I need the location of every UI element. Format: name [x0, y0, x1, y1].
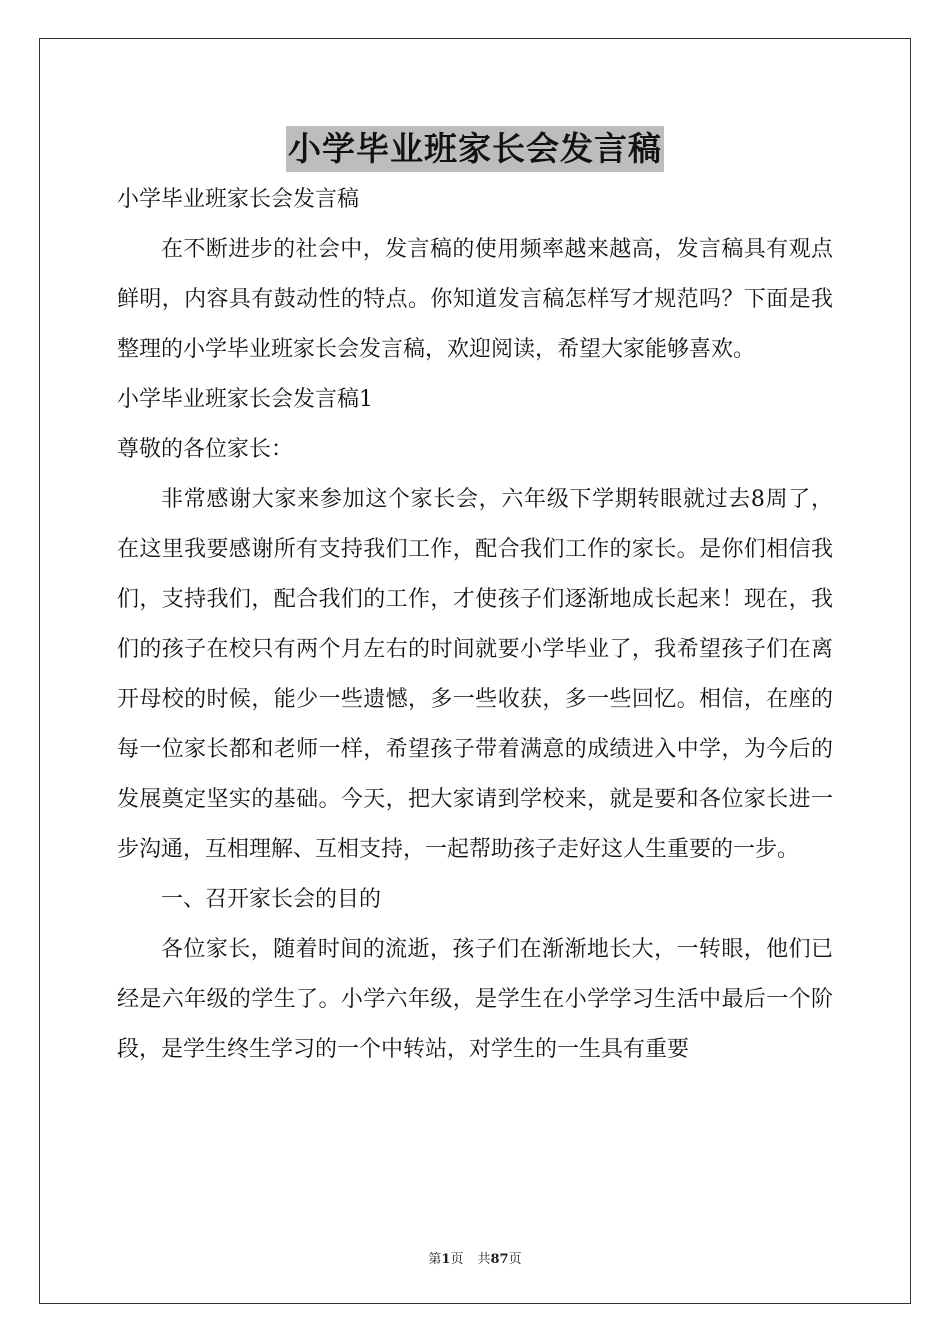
salutation: 尊敬的各位家长： — [117, 437, 294, 462]
total-prefix: 共 — [477, 1252, 491, 1267]
total-suffix: 页 — [508, 1252, 522, 1267]
page-suffix: 页 — [450, 1252, 464, 1267]
total-page-count: 87 — [490, 1252, 509, 1267]
section-heading: 小学毕业班家长会发言稿1 — [117, 387, 373, 412]
body-paragraph-1: 非常感谢大家来参加这个家长会，六年级下学期转眼就过去8周了，在这里我要感谢所有支持我们工作，配合我们工作的家长。是你们相信我们，支持我们，配合我们的工作，才使孩子们逐渐地成长起来！现在，我们的孩子在校只有两个月左右的时间就要小学毕业了，我希望孩子们在离开母校的时候，能少一些遗憾，多一些收获，多一些回忆。相信，在座的每一位家长都和老师一样，希望孩子带着满意的成绩进入中学，为今后的发展奠定坚实的基础。今天，把大家请到学校来，就是要和各位家长进一步沟通，互相理解、互相支持，一起帮助孩子走好这人生重要的一步。 — [117, 487, 833, 862]
subtitle-line: 小学毕业班家长会发言稿 — [117, 187, 360, 212]
title-container — [0, 126, 950, 172]
body-paragraph-2: 各位家长，随着时间的流逝，孩子们在渐渐地长大，一转眼，他们已经是六年级的学生了。小学六年级，是学生在小学学习生活中最后一个阶段，是学生终生学习的一个中转站，对学生的一生具有重要 — [117, 937, 833, 1062]
current-page-number: 1 — [441, 1252, 451, 1267]
document-title: 小学毕业班家长会发言稿 — [286, 126, 664, 172]
page-footer — [0, 1248, 950, 1267]
page-prefix: 第 — [428, 1252, 442, 1267]
intro-paragraph: 在不断进步的社会中，发言稿的使用频率越来越高，发言稿具有观点鲜明，内容具有鼓动性的特点。你知道发言稿怎样写才规范吗？下面是我整理的小学毕业班家长会发言稿，欢迎阅读，希望大家能够喜欢。 — [117, 237, 833, 362]
subsection-heading: 一、召开家长会的目的 — [161, 887, 382, 912]
document-body — [117, 175, 833, 1075]
